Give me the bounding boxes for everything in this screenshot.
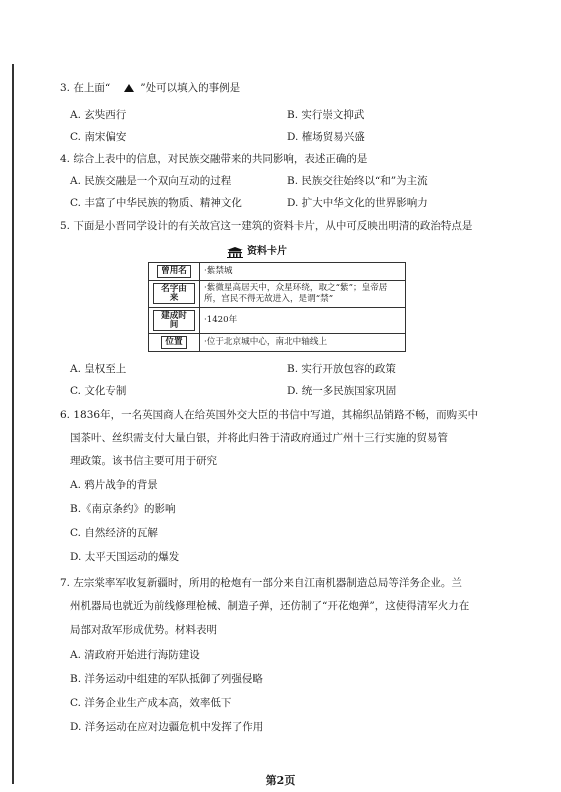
q5-option-d[interactable]: D. 统一多民族国家巩固: [287, 385, 397, 397]
binding-line: [12, 64, 14, 784]
q5-option-c[interactable]: C. 文化专制: [70, 385, 127, 397]
q6-stem-line-2: 国茶叶、丝织需支付大量白银，并将此归咎于清政府通过广州十三行实施的贸易管: [70, 432, 448, 444]
q6-option-d[interactable]: D. 太平天国运动的爆发: [70, 551, 180, 563]
card-key: 曾用名: [149, 263, 200, 281]
q7-option-b[interactable]: B. 洋务运动中组建的军队抵御了列强侵略: [70, 673, 263, 685]
card-value: ·位于北京城中心，南北中轴线上: [200, 334, 406, 352]
q3-stem-after: ”处可以填入的事例是: [140, 82, 241, 94]
q4-stem: 4. 综合上表中的信息，对民族交融带来的共同影响，表述正确的是: [60, 153, 368, 165]
q4-option-c[interactable]: C. 丰富了中华民族的物质、精神文化: [70, 197, 242, 209]
info-card-table: [148, 262, 406, 352]
q6-option-c[interactable]: C. 自然经济的瓦解: [70, 527, 158, 539]
palace-icon: [226, 246, 244, 258]
card-title: [226, 246, 287, 258]
q3-stem: [60, 83, 240, 94]
q4-option-d[interactable]: D. 扩大中华文化的世界影响力: [287, 197, 428, 209]
page-number: 第2页: [265, 774, 296, 787]
q4-option-b[interactable]: B. 民族交往始终以“和”为主流: [287, 175, 428, 187]
q5-option-b[interactable]: B. 实行开放包容的政策: [287, 363, 396, 375]
q4-option-a[interactable]: A. 民族交融是一个双向互动的过程: [70, 175, 232, 187]
card-value: ·紫微星高居天中，众星环绕，取之“紫”；皇帝居所，宫民不得无故进入，是谓“禁”: [200, 280, 406, 307]
card-key: 建成时间: [149, 307, 200, 333]
card-row: [149, 334, 406, 352]
q7-option-c[interactable]: C. 洋务企业生产成本高，效率低下: [70, 697, 232, 709]
q6-stem-line-3: 理政策。该书信主要可用于研究: [70, 455, 217, 467]
q6-stem-line-1: 6. 1836年，一名英国商人在给英国外交大臣的书信中写道，其棉织品销路不畅，而购买中: [60, 409, 479, 421]
q5-option-a[interactable]: A. 皇权至上: [70, 363, 127, 375]
q7-option-a[interactable]: A. 清政府开始进行海防建设: [70, 649, 200, 661]
card-key: 名字由来: [149, 280, 200, 307]
q6-option-a[interactable]: A. 鸦片战争的背景: [70, 479, 158, 491]
card-title-text: 资料卡片: [247, 246, 287, 257]
q7-option-d[interactable]: D. 洋务运动在应对边疆危机中发挥了作用: [70, 721, 264, 733]
q7-stem-line-3: 局部对敌军形成优势。材料表明: [70, 624, 217, 636]
q7-stem-line-2: 州机器局也就近为前线修理枪械、制造子弹，还仿制了“开花炮弹”，这使得清军火力在: [70, 600, 470, 612]
q3-stem-before: 3. 在上面“: [60, 82, 111, 94]
triangle-blank-icon: [124, 84, 134, 92]
q3-option-b[interactable]: B. 实行崇文抑武: [287, 109, 365, 121]
card-row: [149, 263, 406, 281]
q6-option-b[interactable]: B.《南京条约》的影响: [70, 503, 176, 515]
q3-option-c[interactable]: C. 南宋偏安: [70, 131, 127, 143]
card-row: [149, 280, 406, 307]
card-row: [149, 307, 406, 333]
card-key: 位置: [149, 334, 200, 352]
q5-stem: 5. 下面是小晋同学设计的有关故宫这一建筑的资料卡片，从中可反映出明清的政治特点是: [60, 220, 473, 232]
q7-stem-line-1: 7. 左宗棠率军收复新疆时，所用的枪炮有一部分来自江南机器制造总局等洋务企业。兰: [60, 577, 462, 589]
q3-option-d[interactable]: D. 榷场贸易兴盛: [287, 131, 365, 143]
card-value: ·紫禁城: [200, 263, 406, 281]
card-value: ·1420年: [200, 307, 406, 333]
q3-option-a[interactable]: A. 玄奘西行: [70, 109, 127, 121]
